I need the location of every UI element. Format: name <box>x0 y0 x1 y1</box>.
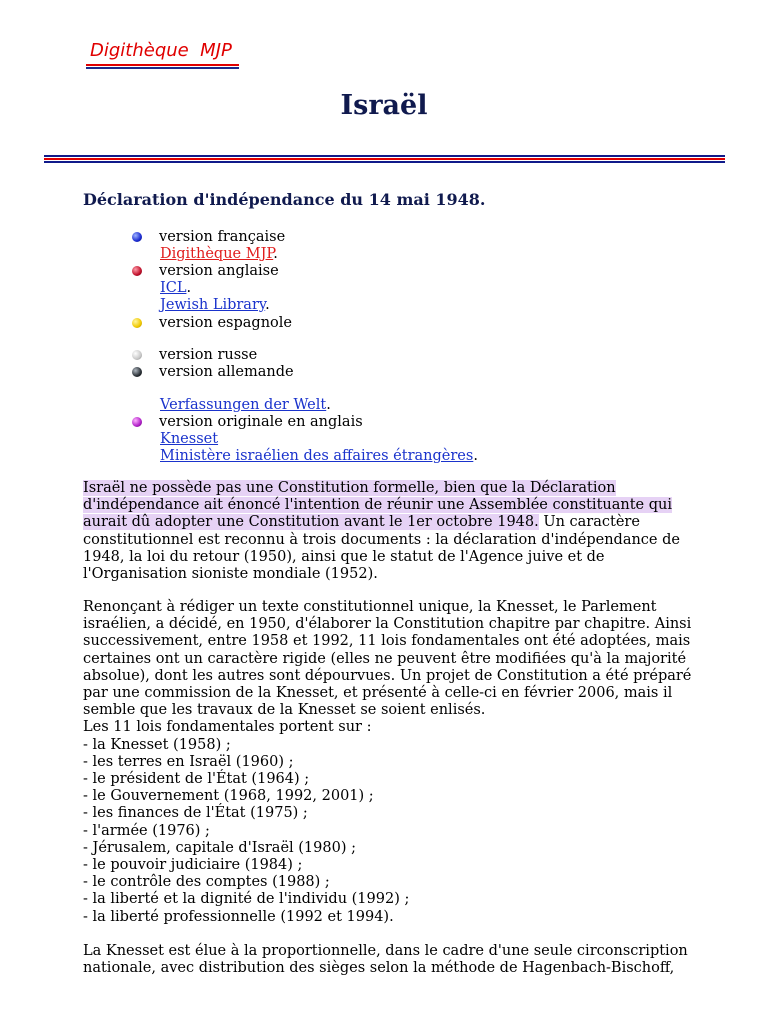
paragraph2-line: - le pouvoir judiciaire (1984) ; <box>83 857 303 874</box>
version-russe-label: version russe <box>159 347 258 363</box>
paragraph-constitution-status <box>83 480 703 583</box>
paragraph2-line: semble que les travaux de la Knesset se soient enlisés. <box>83 702 486 719</box>
divider-red <box>44 158 725 160</box>
paragraph2-line: successivement, entre 1958 et 1992, 11 lois fondamentales ont été adoptées, mais <box>83 633 691 650</box>
period: . <box>186 280 192 296</box>
version-anglaise-link-1 <box>160 280 191 297</box>
version-anglaise-link-2 <box>160 297 270 314</box>
paragraph2-line: - Jérusalem, capitale d'Israël (1980) ; <box>83 839 356 856</box>
para1-line: l'Organisation sioniste mondiale (1952). <box>83 566 378 583</box>
version-originale-link-2 <box>160 448 478 465</box>
version-espagnole-label: version espagnole <box>159 315 292 331</box>
period: . <box>326 397 331 413</box>
highlighted-text: aurait dû adopter une Constitution avant le 1er octobre 1948. <box>83 514 539 531</box>
paragraph2-line: - l'armée (1976) ; <box>83 822 210 839</box>
period: . <box>473 448 478 464</box>
paragraph2-line: - la liberté et la dignité de l'individu (1992) ; <box>83 891 410 908</box>
paragraph2-line: absolue), dont les autres sont dépourvues. Un projet de Constitution a été préparé <box>83 667 692 684</box>
link-verfassungen-der-welt[interactable]: Verfassungen der Welt <box>160 397 327 413</box>
blue-bullet-icon <box>132 232 142 242</box>
paragraph2-line: - les finances de l'État (1975) ; <box>83 805 308 822</box>
period: . <box>273 246 278 262</box>
paragraph3-line: nationale, avec distribution des sièges selon la méthode de Hagenbach-Bischoff, <box>83 960 675 977</box>
paragraph2-line: certaines ont un caractère rigide (elles ne peuvent être modifiées qu'à la majorité <box>83 650 687 667</box>
paragraph2-line: - la liberté professionnelle (1992 et 1994). <box>83 908 394 925</box>
dark-bullet-icon <box>132 367 142 377</box>
paragraph2-line: Renonçant à rédiger un texte constitutionnel unique, la Knesset, le Parlement <box>83 599 657 615</box>
version-originale-label: version originale en anglais <box>159 414 363 430</box>
paragraph-knesset-election <box>83 943 703 977</box>
link-ministere-affaires-etrangeres[interactable]: Ministère israélien des affaires étrangères <box>160 448 474 464</box>
paragraph2-line: - les terres en Israël (1960) ; <box>83 753 294 770</box>
version-anglaise-label: version anglaise <box>159 263 279 279</box>
page-title: Israël <box>340 90 428 121</box>
version-allemande-label: version allemande <box>159 364 294 380</box>
version-allemande-links <box>160 397 331 414</box>
paragraph2-line: - le président de l'État (1964) ; <box>83 771 310 788</box>
para1-line <box>83 514 703 531</box>
red-bullet-icon <box>132 266 142 276</box>
paragraph2-line: - la Knesset (1958) ; <box>83 736 231 753</box>
highlighted-text: d'indépendance ait énoncé l'intention de réunir une Assemblée constituante qui <box>83 497 672 514</box>
highlighted-text: Israël ne possède pas une Constitution formelle, bien que la Déclaration <box>83 480 616 496</box>
paragraph-basic-laws <box>83 599 703 926</box>
logo-underline-blue <box>86 67 239 69</box>
link-icl[interactable]: ICL <box>160 280 187 296</box>
paragraph3-line: La Knesset est élue à la proportionnelle, dans le cadre d'une seule circonscription <box>83 943 688 959</box>
site-logo[interactable]: Digithèque MJP <box>90 40 232 61</box>
paragraph2-line: - le Gouvernement (1968, 1992, 2001) ; <box>83 788 374 805</box>
purple-bullet-icon <box>132 417 142 427</box>
yellow-bullet-icon <box>132 318 142 328</box>
para1-line: constitutionnel est reconnu à trois documents : la déclaration d'indépendance de <box>83 531 680 548</box>
paragraph2-line: israélien, a décidé, en 1950, d'élaborer la Constitution chapitre par chapitre. Ainsi <box>83 616 692 633</box>
period: . <box>265 297 270 313</box>
version-originale-link-1 <box>160 431 218 448</box>
paragraph2-line: par une commission de la Knesset, et présenté à celle-ci en février 2006, mais il <box>83 685 673 702</box>
para1-line: 1948, la loi du retour (1950), ainsi que le statut de l'Agence juive et de <box>83 548 605 565</box>
paragraph2-line: - le contrôle des comptes (1988) ; <box>83 874 330 891</box>
link-digitheque-mjp[interactable]: Digithèque MJP <box>160 246 274 262</box>
white-bullet-icon <box>132 350 142 360</box>
version-francaise-links <box>160 246 278 263</box>
paragraph2-line: Les 11 lois fondamentales portent sur : <box>83 719 372 736</box>
divider-blue-bottom <box>44 161 725 163</box>
para1-line <box>83 480 703 497</box>
link-jewish-library[interactable]: Jewish Library <box>160 297 266 313</box>
link-knesset[interactable]: Knesset <box>160 431 219 447</box>
logo-underline-red <box>86 64 239 66</box>
section-title: Déclaration d'indépendance du 14 mai 1948. <box>83 190 486 209</box>
divider-blue-top <box>44 155 725 157</box>
version-francaise-label: version française <box>159 229 286 245</box>
para1-text: Un caractère <box>538 514 640 531</box>
para1-line <box>83 497 703 514</box>
